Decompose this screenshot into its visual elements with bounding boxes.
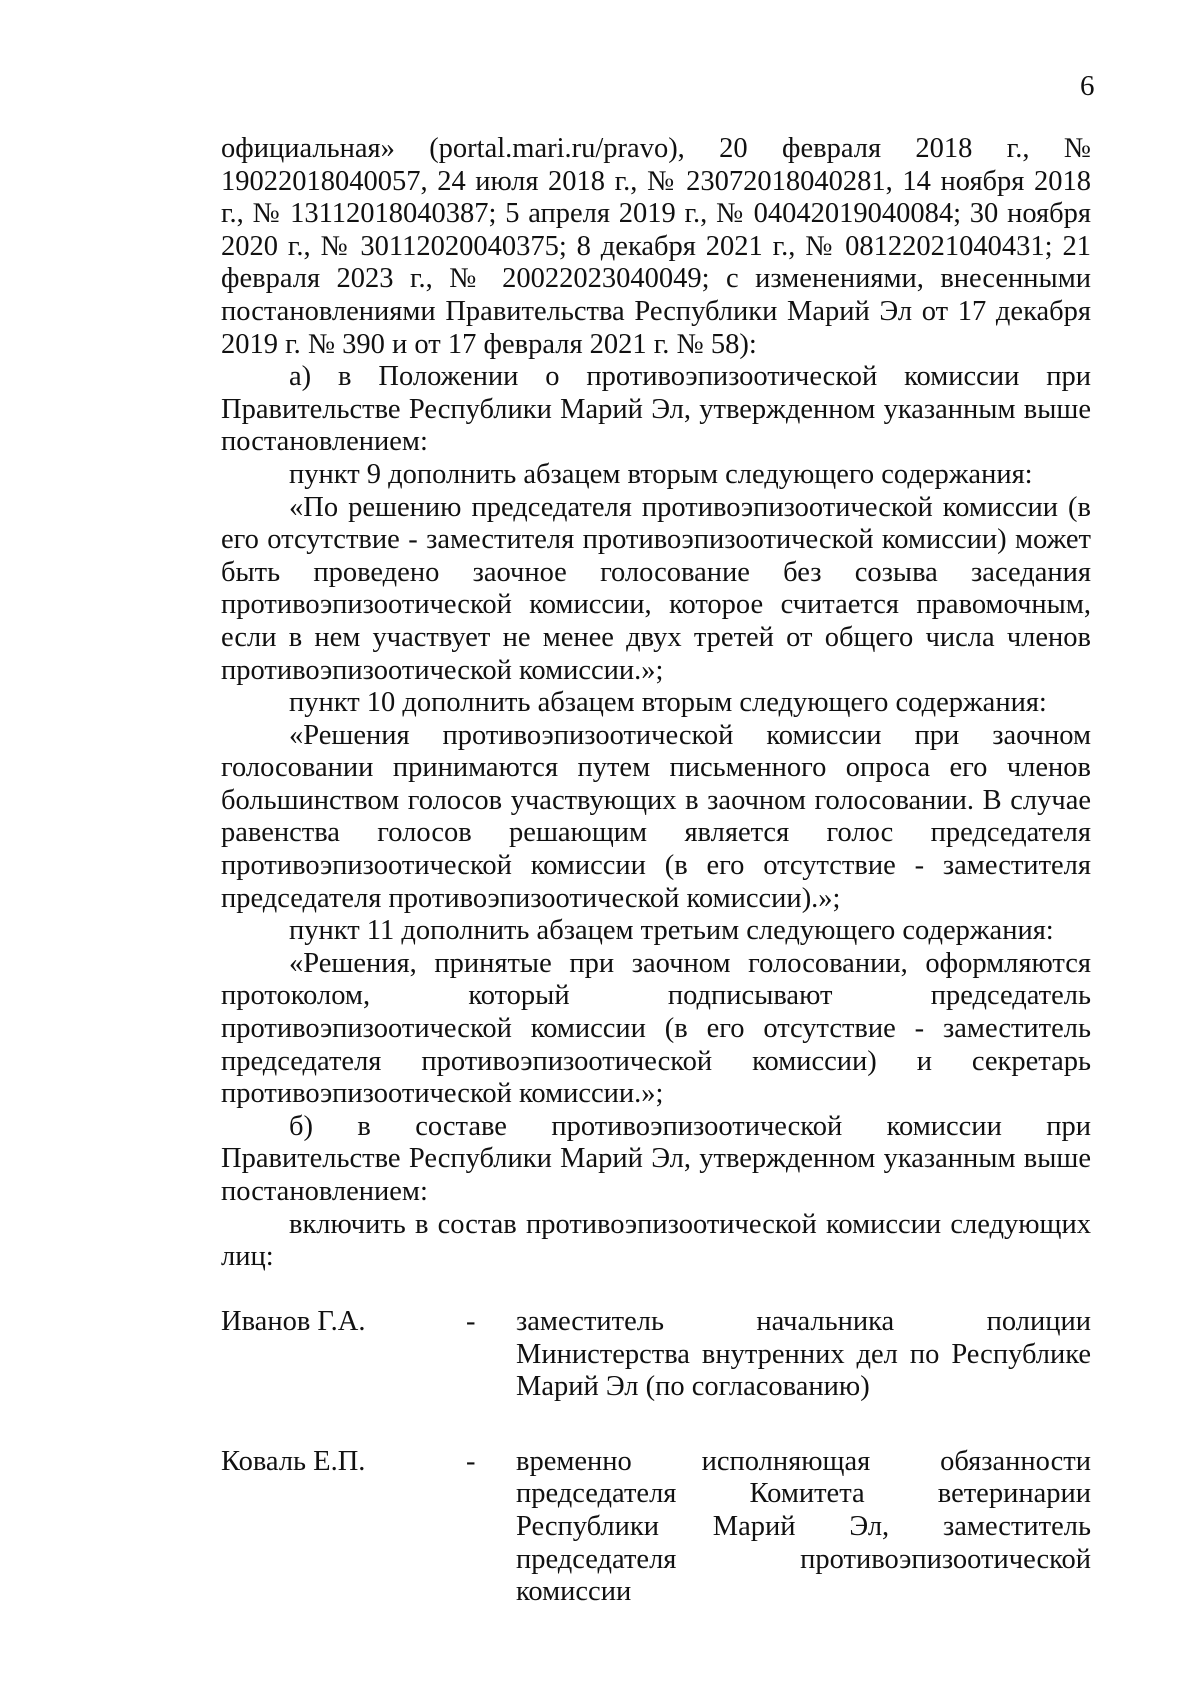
paragraph-item-b: б) в составе противоэпизоотической комиссии при Правительстве Республики Марий Эл, утвержденном указанным выше постановлением: — [221, 1110, 1091, 1207]
member-name: Коваль Е.П. — [221, 1445, 366, 1477]
member-dash: - — [466, 1306, 476, 1337]
paragraph-publication-list: официальная» (portal.mari.ru/pravo), 20 февраля 2018 г., № 19022018040057, 24 июля 2018 г., № 23072018040281, 14 ноября 2018 г., № 13112018040387; 5 апреля 2019 г., № 04042019040084; 30 ноября 2020 г., № 30112020040375; 8 декабря 2021 г., № 08122021040431; 21 февраля 2023 г., № 20022023040049; с изменениями, внесенными постановлениями Правительства Республики Марий Эл от 17 декабря 2019 г. № 390 и от 17 февраля 2021 г. № 58): — [221, 133, 1091, 360]
paragraph-point-9-intro: пункт 9 дополнить абзацем вторым следующего содержания: — [289, 458, 1033, 490]
member-entry — [221, 1446, 1091, 1609]
paragraph-point-9-text: «По решению председателя противоэпизоотической комиссии (в его отсутствие - заместителя противоэпизоотической комиссии) может быть проведено заочное голосование без созыва заседания противоэпизоотической комиссии, которое считается правомочным, если в нем участвует не менее двух третей от общего числа членов противоэпизоотической комиссии.»; — [221, 491, 1091, 686]
paragraph-point-10-text: «Решения противоэпизоотической комиссии при заочном голосовании принимаются путем письменного опроса его членов большинством голосов участвующих в заочном голосовании. В случае равенства голосов решающим является голос председателя противоэпизоотической комиссии (в его отсутствие - заместителя председателя противоэпизоотической комиссии).»; — [221, 719, 1091, 914]
paragraph-item-a: а) в Положении о противоэпизоотической комиссии при Правительстве Республики Марий Эл, утвержденном указанным выше постановлением: — [221, 361, 1091, 458]
paragraph-point-10-intro: пункт 10 дополнить абзацем вторым следующего содержания: — [289, 687, 1047, 719]
member-name: Иванов Г.А. — [221, 1306, 366, 1337]
document-body — [221, 133, 1091, 1274]
member-dash: - — [466, 1445, 476, 1477]
member-role: заместитель начальника полиции Министерства внутренних дел по Республике Марий Эл (по согласованию) — [516, 1306, 1091, 1403]
member-entry — [221, 1306, 1091, 1404]
member-role: временно исполняющая обязанности председателя Комитета ветеринарии Республики Марий Эл, заместитель председателя противоэпизоотической комиссии — [516, 1445, 1091, 1608]
members-list — [221, 1306, 1091, 1609]
page-number: 6 — [1080, 70, 1095, 102]
paragraph-point-11-intro: пункт 11 дополнить абзацем третьим следующего содержания: — [289, 915, 1054, 947]
paragraph-point-11-text: «Решения, принятые при заочном голосовании, оформляются протоколом, который подписывают председатель противоэпизоотической комиссии (в его отсутствие - заместитель председателя противоэпизоотической комиссии) и секретарь противоэпизоотической комиссии.»; — [221, 947, 1091, 1110]
paragraph-include-members: включить в состав противоэпизоотической комиссии следующих лиц: — [221, 1208, 1091, 1273]
